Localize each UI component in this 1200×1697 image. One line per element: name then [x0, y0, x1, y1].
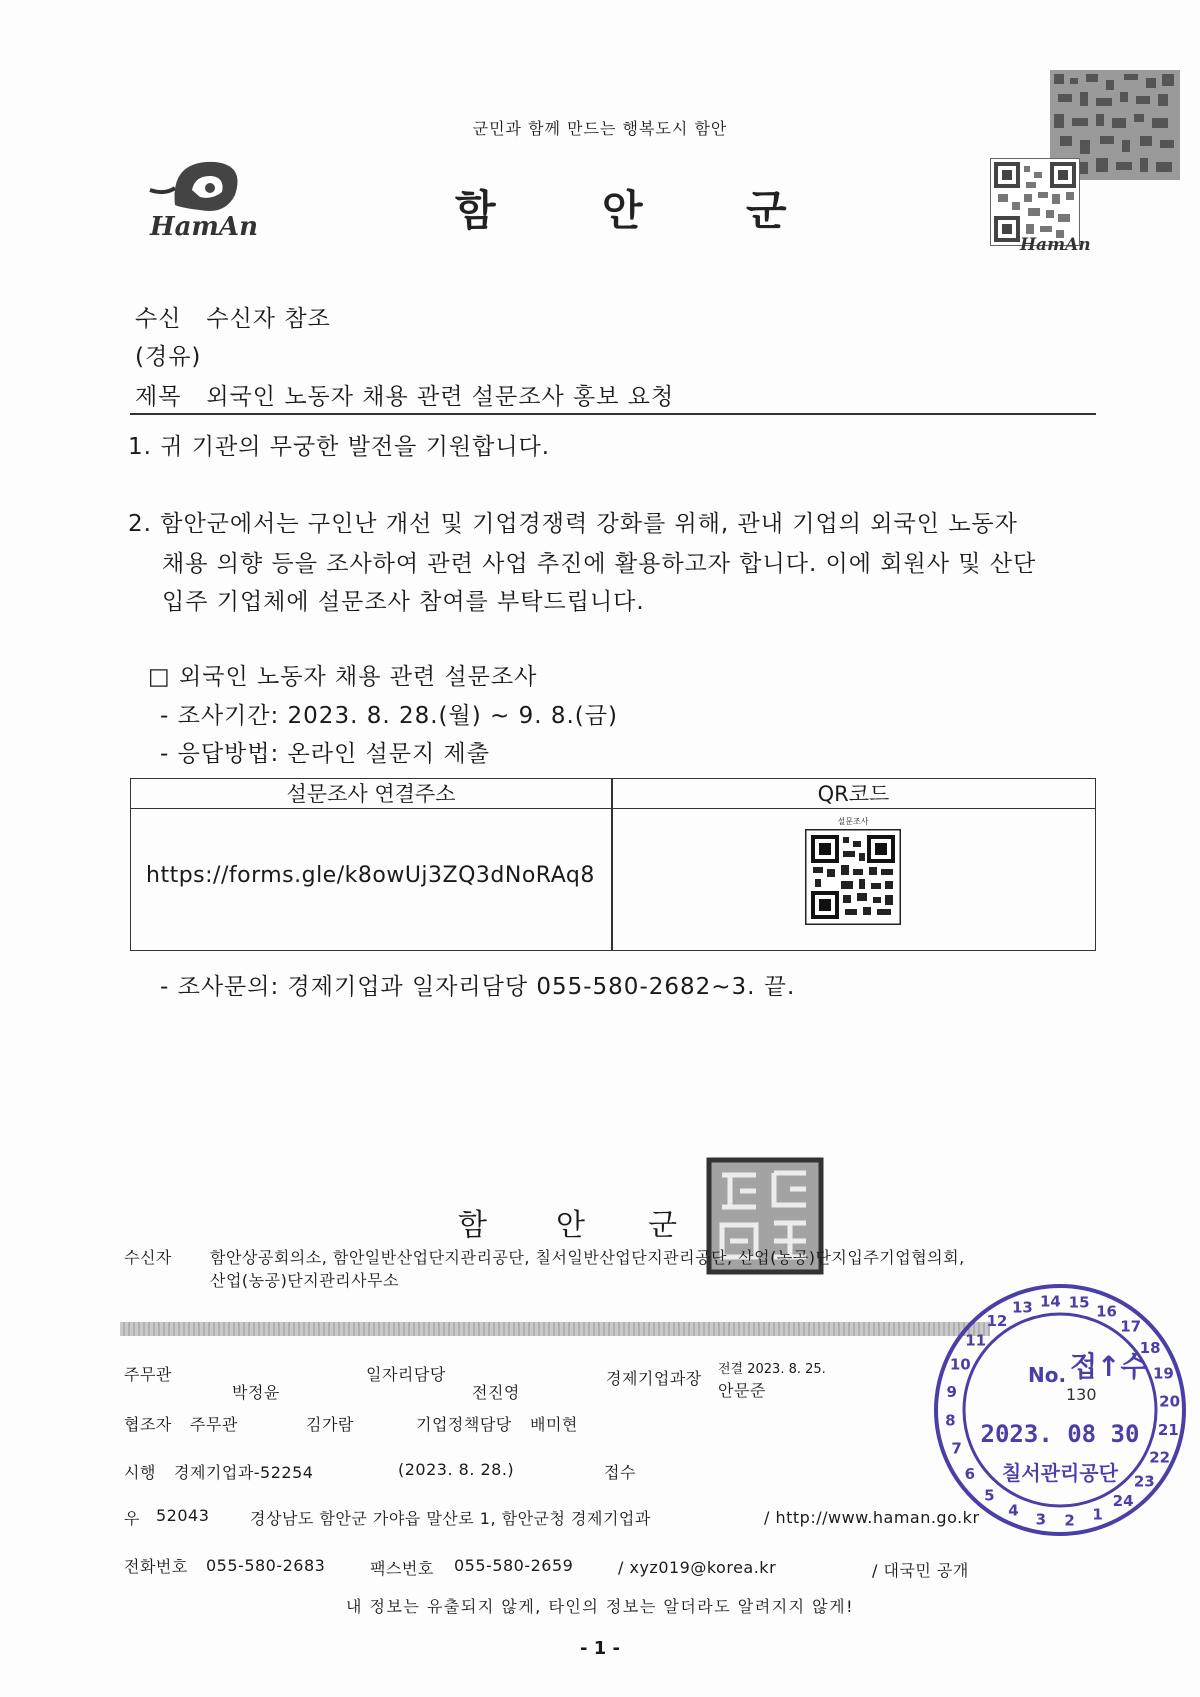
disclosure-status: / 대국민 공개: [872, 1561, 969, 1580]
survey-method: - 응답방법: 온라인 설문지 제출: [160, 741, 490, 767]
subject-value: 외국인 노동자 채용 관련 설문조사 홍보 요청: [206, 384, 675, 410]
survey-qr-code-icon[interactable]: [805, 829, 901, 925]
stamp-ring-number: 10: [949, 1355, 971, 1374]
approval-title-2: 일자리담당: [366, 1365, 446, 1384]
postcode-label: 우: [124, 1509, 140, 1528]
phone-label: 전화번호: [124, 1557, 188, 1576]
stamp-ring-number: 22: [1149, 1448, 1171, 1467]
org-title-char-2: 안: [602, 186, 643, 235]
cooperator-label: 협조자: [124, 1415, 172, 1434]
privacy-slogan: 내 정보는 유출되지 않게, 타인의 정보는 알더라도 알려지지 않게!: [345, 1597, 855, 1616]
table-header-url: 설문조사 연결주소: [131, 779, 611, 809]
website-link[interactable]: / http://www.haman.go.kr: [764, 1508, 980, 1527]
cooperator-name-2: 배미현: [530, 1415, 578, 1434]
issue-date: (2023. 8. 28.): [398, 1460, 515, 1479]
stamp-ring-number: 3: [1035, 1510, 1047, 1529]
paragraph-2-line-3: 입주 기업체에 설문조사 참여를 부탁드립니다.: [162, 589, 645, 615]
stamp-ring-numbers: [945, 1292, 1180, 1529]
stamp-title: 접↑수: [1070, 1350, 1148, 1383]
city-motto: 군민과 함께 만드는 행복도시 함안: [472, 119, 728, 138]
org-title-char-1: 함: [455, 186, 496, 235]
page-number: - 1 -: [580, 1638, 620, 1659]
stamp-no-label: No.: [1028, 1363, 1067, 1387]
stamp-org: 칠서관리공단: [1002, 1461, 1118, 1485]
paragraph-2-line-1: 2. 함안군에서는 구인난 개선 및 기업경쟁력 강화를 위해, 관내 기업의 외국인 노동자: [128, 511, 1018, 537]
stamp-ring-number: 4: [1008, 1501, 1019, 1520]
approval-divider: [120, 1322, 990, 1336]
cooperator-title-2: 기업정책담당: [416, 1415, 512, 1434]
stamp-ring-number: 6: [964, 1465, 976, 1484]
stamp-ring-number: 20: [1159, 1392, 1181, 1411]
recipient-value: 수신자 참조: [206, 306, 331, 332]
subject-label: 제목: [135, 384, 182, 410]
stamp-ring-number: 8: [945, 1411, 956, 1430]
survey-contact: - 조사문의: 경제기업과 일자리담당 055-580-2682~3. 끝.: [160, 974, 796, 1000]
table-column-divider: [611, 779, 613, 950]
email-link[interactable]: / xyz019@korea.kr: [618, 1558, 777, 1577]
stamp-date: 2023. 08 30: [980, 1420, 1140, 1448]
survey-box-title: □ 외국인 노동자 채용 관련 설문조사: [148, 664, 538, 690]
recipient-label: 수신: [135, 306, 182, 332]
stamp-ring-number: 16: [1096, 1302, 1117, 1321]
stamp-ring-number: 23: [1133, 1472, 1155, 1491]
signature-char-2: 안: [556, 1208, 587, 1243]
postcode: 52043: [156, 1506, 210, 1525]
survey-period: - 조사기간: 2023. 8. 28.(월) ~ 9. 8.(금): [160, 703, 618, 729]
stamp-ring-number: 2: [1064, 1511, 1075, 1530]
stamp-ring-number: 9: [946, 1382, 957, 1401]
approval-date: 전결 2023. 8. 25.: [718, 1362, 826, 1377]
logo-wordmark: HamAn: [150, 212, 258, 242]
survey-table: [130, 778, 1096, 951]
receipt-stamp: [930, 1280, 1190, 1540]
stamp-ring-number: 17: [1120, 1317, 1142, 1336]
stamp-ring-number: 7: [951, 1439, 962, 1458]
stamp-ring-number: 11: [965, 1331, 987, 1350]
qr-label: 설문조사: [837, 817, 869, 826]
approval-name-2: 전진영: [472, 1383, 520, 1402]
fax-label: 팩스번호: [370, 1559, 434, 1578]
stamp-ring-number: 14: [1039, 1292, 1061, 1311]
recipients-label: 수신자: [124, 1248, 172, 1267]
stamp-ring-number: 12: [986, 1311, 1008, 1330]
cooperator-title-1: 주무관: [190, 1415, 238, 1434]
paragraph-2-line-2: 채용 의향 등을 조사하여 관련 사업 추진에 활용하고자 합니다. 이에 회원사 및 산단: [162, 551, 1037, 577]
stamp-ring-number: 19: [1152, 1364, 1174, 1383]
stamp-number: 130: [1066, 1385, 1097, 1404]
cooperator-name-1: 김가람: [306, 1415, 354, 1434]
approval-name-1: 박정윤: [232, 1383, 280, 1402]
stamp-ring-number: 15: [1068, 1293, 1090, 1312]
approval-name-3: 안문준: [718, 1381, 766, 1400]
stamp-ring-number: 21: [1157, 1421, 1179, 1440]
issue-doc-number: 경제기업과-52254: [174, 1463, 314, 1482]
address: 경상남도 함안군 가야읍 말산로 1, 함안군청 경제기업과: [250, 1509, 651, 1528]
survey-url-link[interactable]: https://forms.gle/k8owUj3ZQ3dNoRAq8: [146, 863, 595, 888]
stamp-ring-number: 18: [1139, 1338, 1161, 1357]
header-qr-code-icon: [990, 158, 1080, 246]
table-header-qr: QR코드: [612, 779, 1095, 809]
approval-title-3: 경제기업과장: [606, 1369, 702, 1388]
subject-divider: [130, 413, 1096, 415]
stamp-ring-number: 24: [1112, 1492, 1134, 1511]
issue-label: 시행: [124, 1463, 156, 1482]
stamp-ring-number: 13: [1011, 1298, 1033, 1317]
org-title-char-3: 군: [746, 186, 787, 235]
phone-number: 055-580-2683: [206, 1556, 326, 1575]
stamp-ring-number: 5: [984, 1486, 995, 1505]
subject-row: [135, 378, 674, 411]
receipt-label: 접수: [604, 1463, 636, 1482]
stamp-ring-number: 1: [1092, 1505, 1103, 1524]
qr-caption: HamAn: [1020, 235, 1091, 255]
recipients-line-1: 함안상공회의소, 함안일반산업단지관리공단, 칠서일반산업단지관리공단, 산업(농공)단지입주기업협의회,: [210, 1248, 965, 1267]
fax-number: 055-580-2659: [454, 1556, 574, 1575]
signature-char-1: 함: [458, 1208, 489, 1243]
via-row: (경유): [135, 344, 202, 370]
signature-char-3: 군: [648, 1208, 679, 1243]
approval-title-1: 주무관: [124, 1365, 172, 1384]
recipients-line-2: 산업(농공)단지관리사무소: [210, 1271, 400, 1290]
recipient-row: [135, 300, 331, 333]
paragraph-1: 1. 귀 기관의 무궁한 발전을 기원합니다.: [128, 434, 551, 460]
